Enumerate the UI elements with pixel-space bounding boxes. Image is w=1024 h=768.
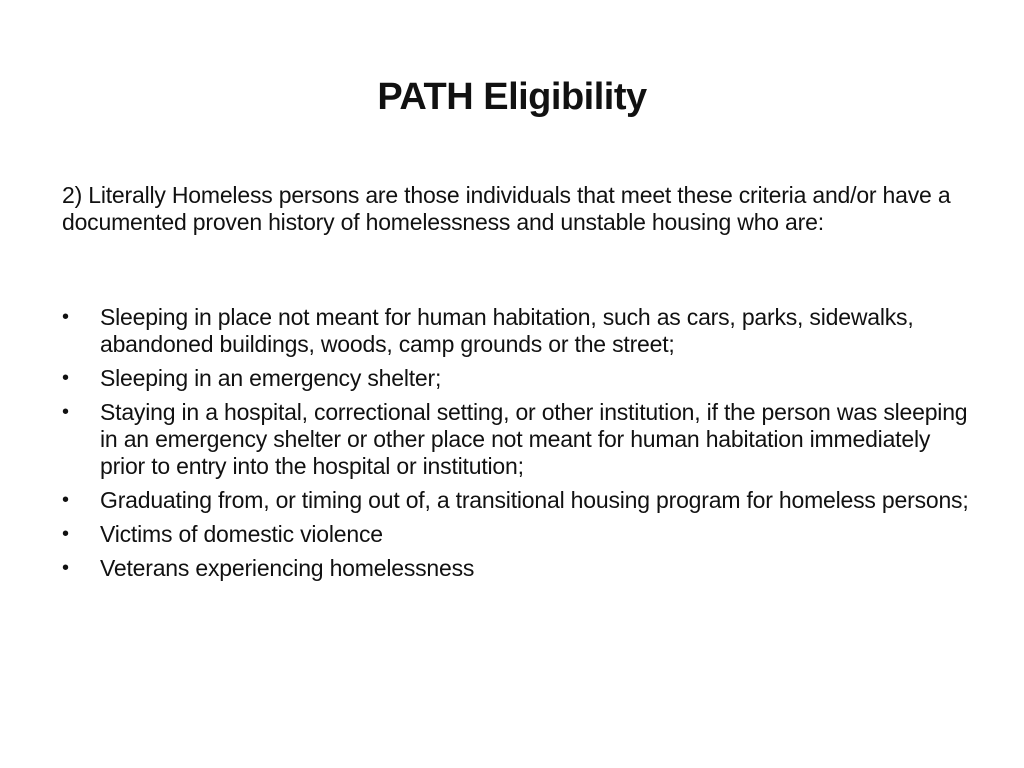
bullet-text: Veterans experiencing homelessness (100, 555, 475, 581)
bullet-item (62, 399, 972, 480)
bullet-dot-icon: • (62, 367, 69, 389)
bullet-text: Staying in a hospital, correctional setting, or other institution, if the person was sleeping in an emergency shelter or other place not meant for human habitation immediately prior to entry into the hospital or institution; (100, 399, 968, 479)
bullet-text: Sleeping in an emergency shelter; (100, 365, 442, 391)
bullet-dot-icon: • (62, 401, 69, 423)
bullet-item (62, 521, 972, 548)
bullet-text: Victims of domestic violence (100, 521, 383, 547)
bullet-dot-icon: • (62, 523, 69, 545)
bullet-list (62, 304, 972, 589)
intro-paragraph: 2) Literally Homeless persons are those individuals that meet these criteria and/or have a documented proven history of homelessness and unstable housing who are: (62, 182, 951, 235)
bullet-dot-icon: • (62, 306, 69, 328)
bullet-dot-icon: • (62, 489, 69, 511)
bullet-item (62, 487, 972, 514)
bullet-dot-icon: • (62, 557, 69, 579)
bullet-text: Graduating from, or timing out of, a transitional housing program for homeless persons; (100, 487, 969, 513)
slide-title: PATH Eligibility (377, 76, 647, 118)
bullet-text: Sleeping in place not meant for human habitation, such as cars, parks, sidewalks, abandoned buildings, woods, camp grounds or the street; (100, 304, 914, 357)
bullet-item (62, 555, 972, 582)
bullet-item (62, 365, 972, 392)
bullet-item (62, 304, 972, 358)
